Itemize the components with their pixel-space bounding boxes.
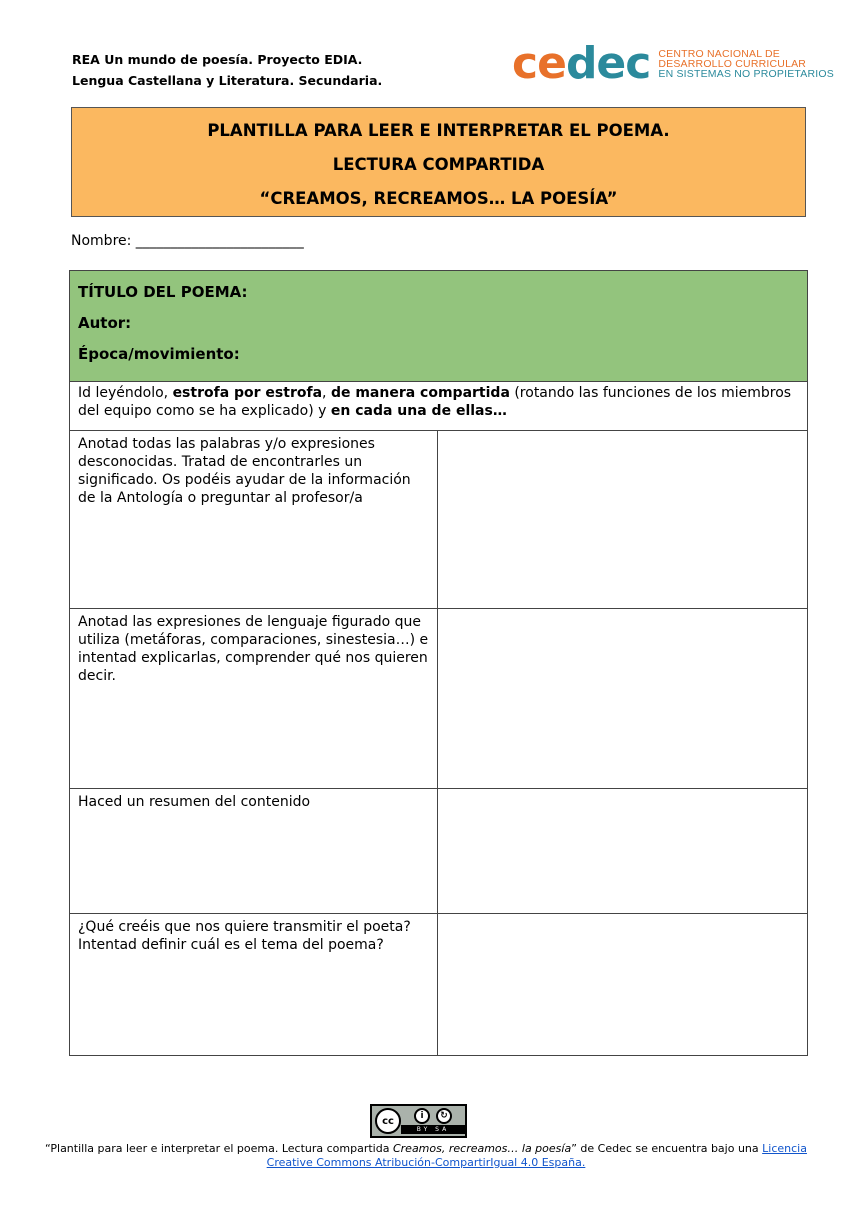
title-line3: “CREAMOS, RECREAMOS… LA POESÍA” [259, 189, 618, 208]
instr-text3: (rotando las funciones de los miembros del equipo como se ha explicado) y [78, 385, 792, 419]
header-subject: Lengua Castellana y Literatura. Secundaria. [72, 73, 383, 88]
license-footer [40, 1142, 812, 1170]
answer-cell[interactable] [438, 789, 808, 914]
cc-badge-right [401, 1106, 465, 1136]
instr-bold3: en cada una de ellas… [330, 403, 507, 419]
prompt-cell: Anotad todas las palabras y/o expresiones desconocidas. Tratad de encontrarles un significado. Os podéis ayudar de la información de la Antología o preguntar al profesor/a [70, 431, 438, 609]
logo-sub-line3: EN SISTEMAS NO PROPIETARIOS [658, 68, 834, 80]
footer-italic: Creamos, recreamos… la poesía [392, 1142, 572, 1155]
poem-title-label: TÍTULO DEL POEMA: [78, 283, 248, 301]
name-field[interactable]: Nombre: ________________________ [71, 233, 304, 249]
answer-cell[interactable] [438, 609, 808, 789]
worksheet-table [69, 270, 808, 1056]
prompt-cell: Anotad las expresiones de lenguaje figurado que utiliza (metáforas, comparaciones, sinestesia…) e intentad explicarlas, comprender qué nos quieren decir. [70, 609, 438, 789]
header-project: REA Un mundo de poesía. Proyecto EDIA. [72, 52, 363, 67]
poem-info-cell [70, 271, 808, 382]
logo-sub-line1: CENTRO NACIONAL DE [658, 48, 781, 60]
title-line1: PLANTILLA PARA LEER E INTERPRETAR EL POEMA. [207, 121, 670, 140]
footer-text2: ” de Cedec se encuentra bajo una [571, 1142, 763, 1155]
license-link[interactable]: Licencia Creative Commons Atribución-CompartirIgual 4.0 España. [266, 1142, 807, 1169]
title-line2: LECTURA COMPARTIDA [332, 155, 545, 174]
footer-text1: “Plantilla para leer e interpretar el poema. Lectura compartida [45, 1142, 393, 1155]
title-box [71, 107, 806, 217]
instructions-cell [70, 382, 808, 431]
cc-by-text: BY [416, 1126, 431, 1133]
poem-period-label: Época/movimiento: [78, 345, 240, 363]
document-header [72, 49, 382, 91]
cedec-logo [512, 38, 834, 89]
logo-word-part1: ce [512, 38, 566, 89]
by-person-icon: i [414, 1108, 430, 1124]
logo-word-part2: dec [565, 38, 651, 89]
table-row [70, 789, 808, 914]
table-row [70, 431, 808, 609]
poem-author-label: Autor: [78, 314, 132, 332]
table-row [70, 914, 808, 1056]
instr-text1: Id leyéndolo, [78, 385, 173, 401]
logo-sub-line2: DESARROLLO CURRICULAR [658, 58, 807, 70]
cc-icon: cc [375, 1108, 401, 1134]
prompt-cell: ¿Qué creéis que nos quiere transmitir el poeta? Intentad definir cuál es el tema del poema? [70, 914, 438, 1056]
answer-cell[interactable] [438, 431, 808, 609]
instr-bold1: estrofa por estrofa [172, 385, 323, 401]
instr-text2: , [322, 385, 331, 401]
answer-cell[interactable] [438, 914, 808, 1056]
cc-by-sa-label [401, 1125, 465, 1134]
cc-icons-row [414, 1108, 452, 1124]
logo-wordmark [512, 38, 651, 89]
cc-sa-text: SA [435, 1126, 450, 1133]
share-alike-icon: ↻ [436, 1108, 452, 1124]
table-row [70, 609, 808, 789]
prompt-cell: Haced un resumen del contenido [70, 789, 438, 914]
logo-subtitle [658, 49, 834, 79]
cc-license-badge[interactable] [370, 1104, 467, 1138]
instr-bold2: de manera compartida [330, 385, 510, 401]
